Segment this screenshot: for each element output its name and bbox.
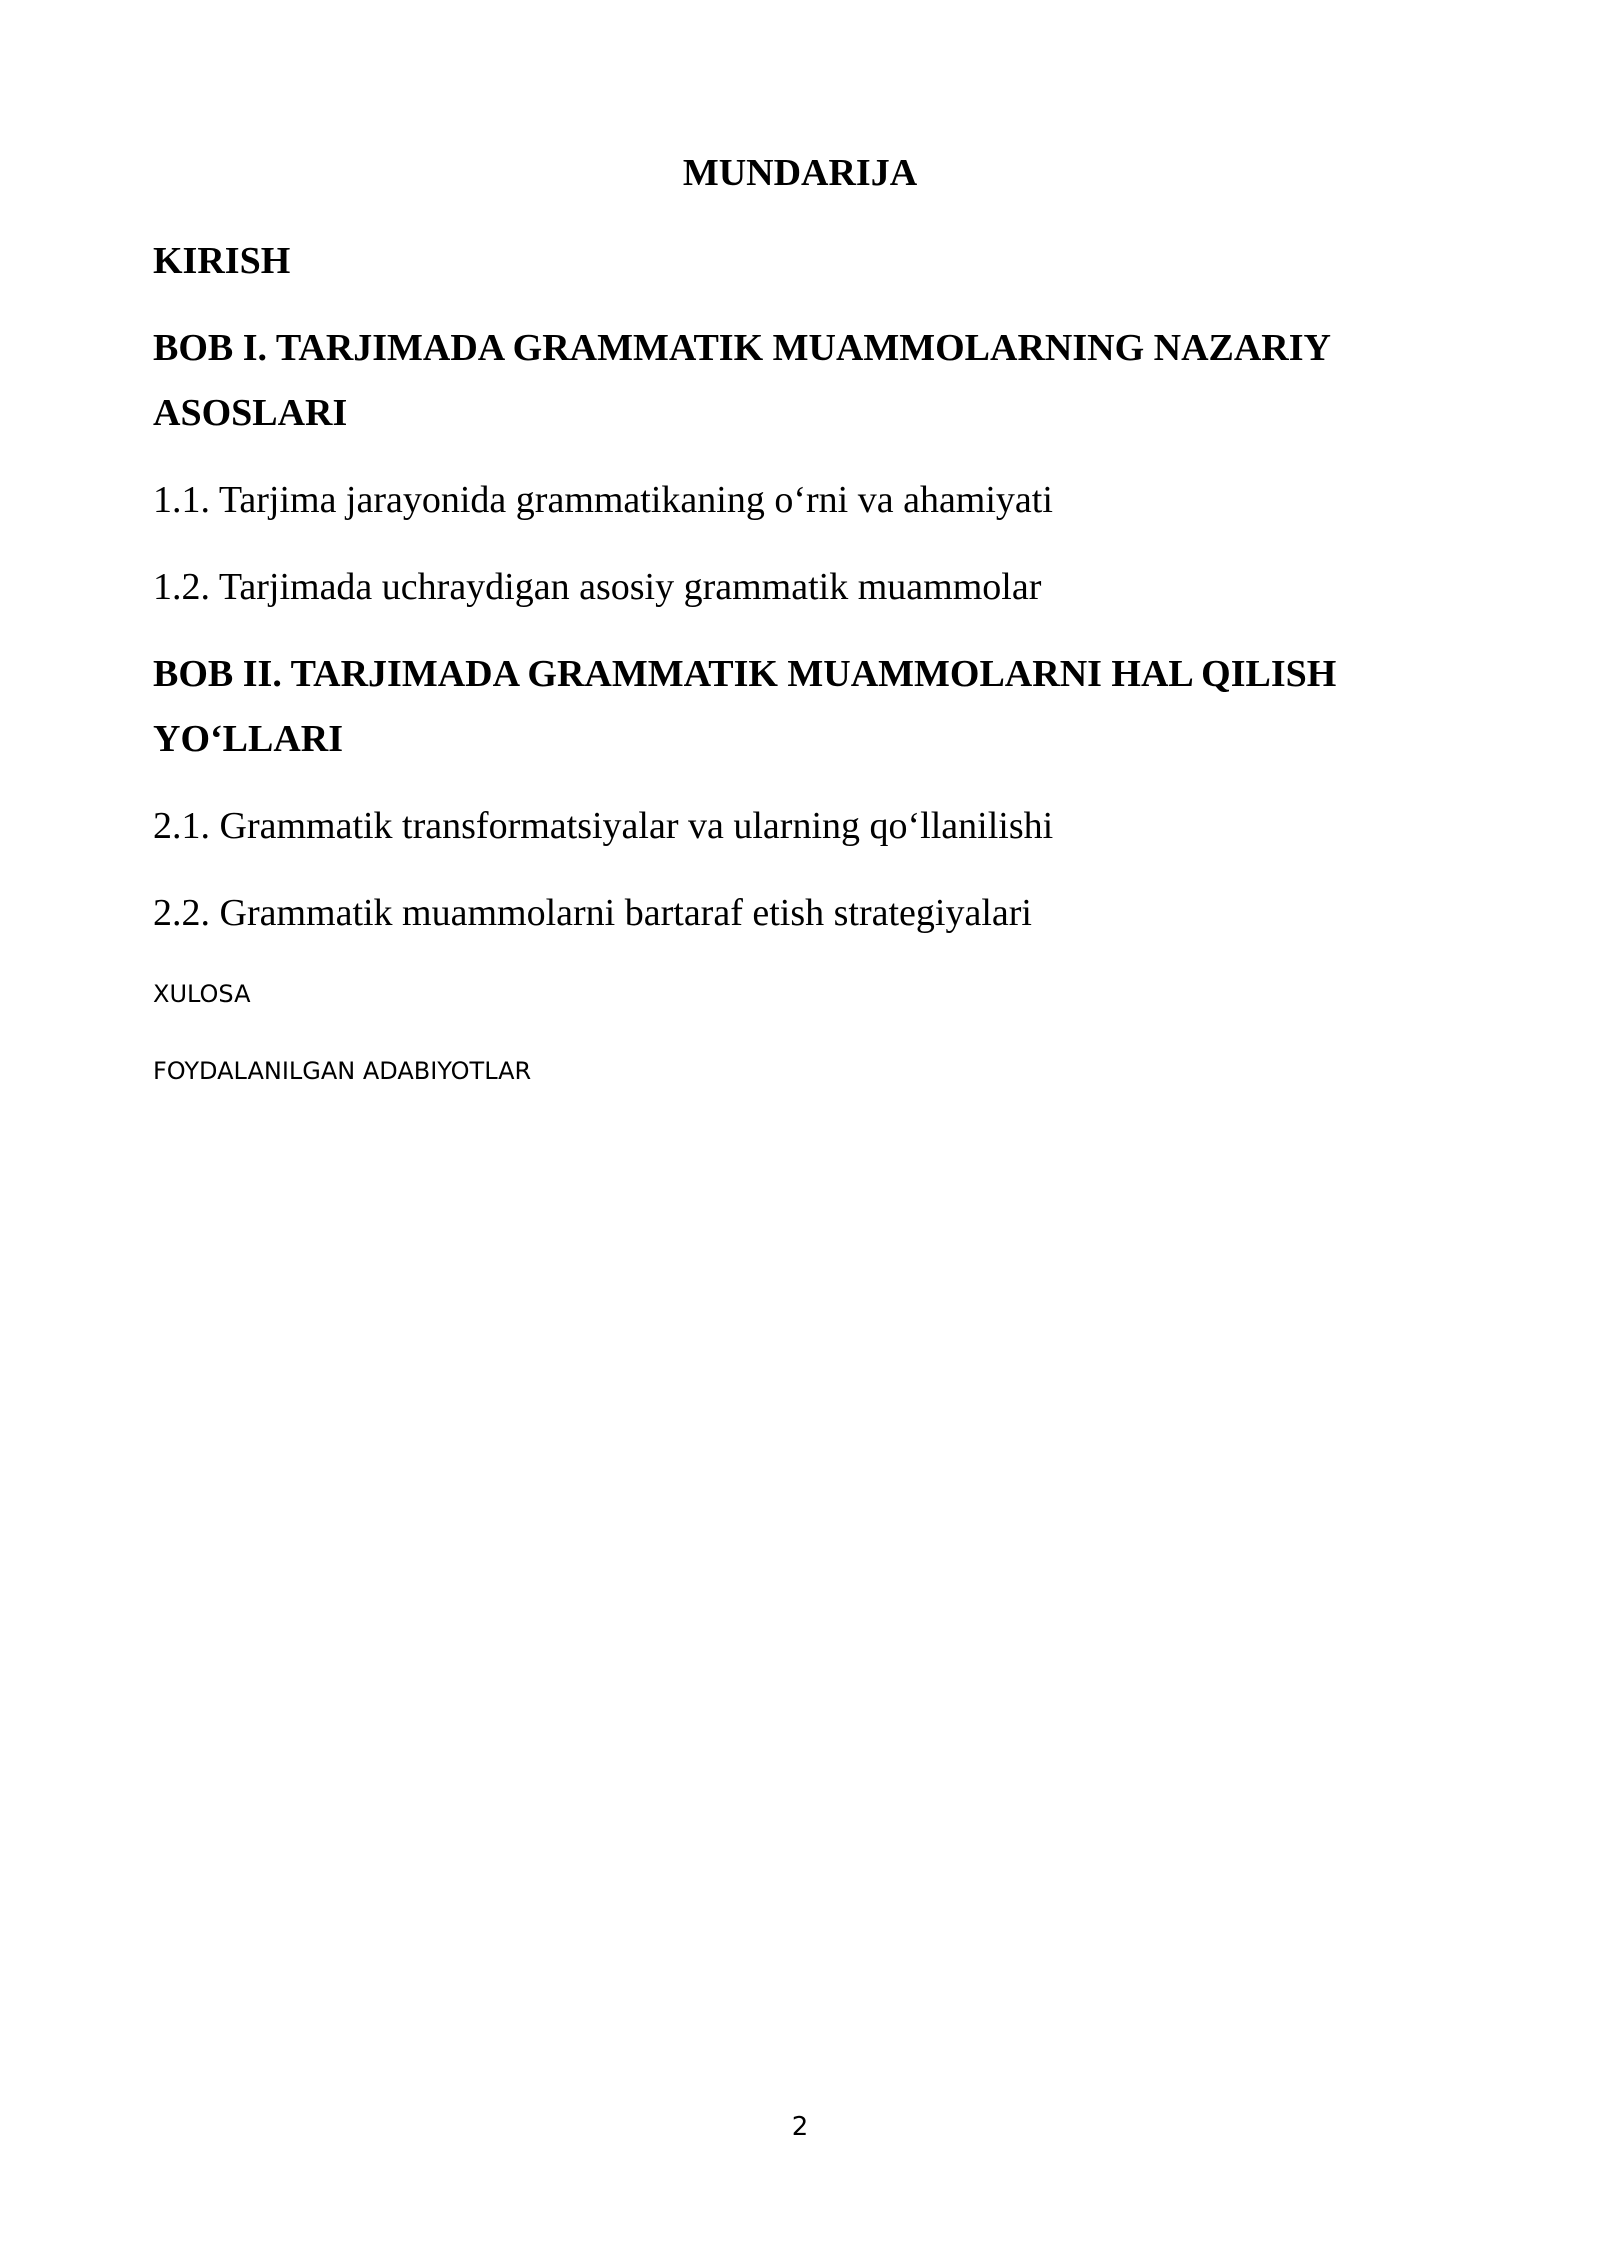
toc-entry-xulosa: XULOSA <box>153 980 251 1008</box>
toc-entry-bob1-line2: ASOSLARI <box>153 392 348 434</box>
toc-entry-bob2-line2: YO‘LLARI <box>153 718 344 760</box>
toc-entry-bob1-line1: BOB I. TARJIMADA GRAMMATIK MUAMMOLARNING NAZARIY <box>153 327 1331 369</box>
toc-entry-2-2: 2.2. Grammatik muammolarni bartaraf etish strategiyalari <box>153 892 1032 934</box>
page-number: 2 <box>791 2112 809 2142</box>
page-title: MUNDARIJA <box>682 152 918 194</box>
toc-entry-adabiyotlar: FOYDALANILGAN ADABIYOTLAR <box>153 1057 532 1085</box>
toc-entry-kirish: KIRISH <box>153 240 291 282</box>
toc-entry-bob2-line1: BOB II. TARJIMADA GRAMMATIK MUAMMOLARNI HAL QILISH <box>153 653 1337 695</box>
toc-entry-1-1: 1.1. Tarjima jarayonida grammatikaning o‘rni va ahamiyati <box>153 479 1053 521</box>
toc-entry-1-2: 1.2. Tarjimada uchraydigan asosiy grammatik muammolar <box>153 566 1042 608</box>
toc-entry-2-1: 2.1. Grammatik transformatsiyalar va ularning qo‘llanilishi <box>153 805 1054 847</box>
